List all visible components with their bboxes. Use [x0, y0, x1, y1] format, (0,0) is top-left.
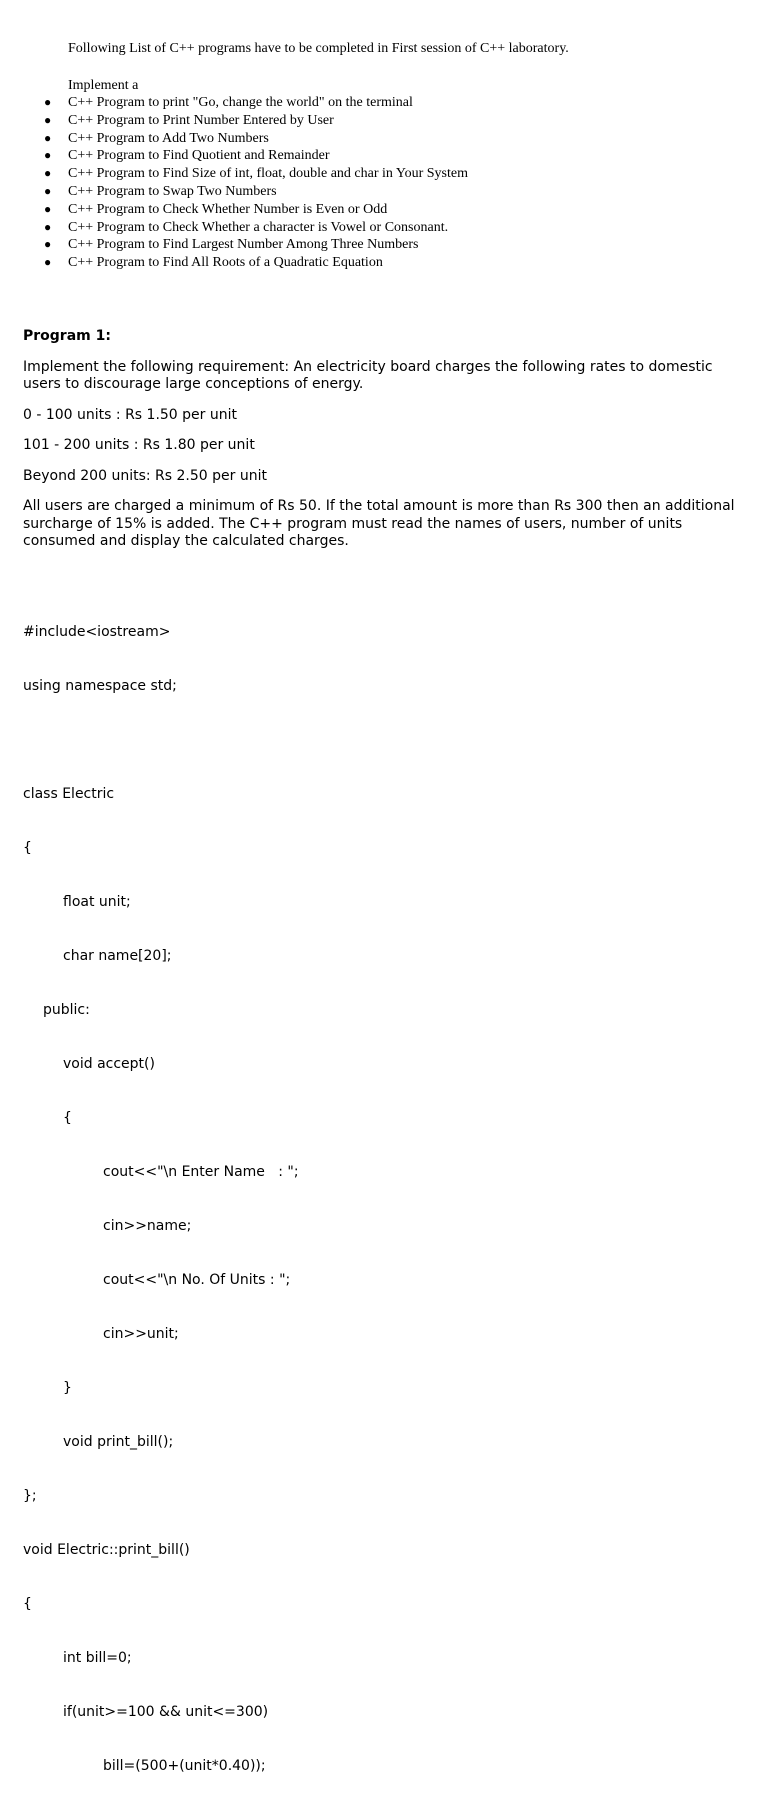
program-section	[23, 328, 753, 564]
program-title: Program 1:	[23, 328, 111, 344]
list-item-text: C++ Program to Check Whether a character is Vowel or Consonant.	[68, 219, 449, 235]
program-description: Implement the following requirement: An electricity board charges the following rates to domestic users to discourage large conceptions of energy.	[23, 358, 713, 392]
list-item-text: C++ Program to Find Largest Number Among Three Numbers	[68, 237, 419, 253]
bullet-icon: ●	[44, 166, 52, 181]
code-line: #include<iostream>	[23, 624, 171, 640]
list-item-text: C++ Program to Find Quotient and Remainder	[68, 148, 330, 164]
list-item-text: C++ Program to Find Size of int, float, double and char in Your System	[68, 166, 468, 182]
list-lead-in: Implement a	[68, 78, 139, 93]
code-line: {	[23, 1596, 32, 1612]
list-item-text: C++ Program to print "Go, change the world" on the terminal	[68, 95, 413, 110]
rate-tier-3: Beyond 200 units: Rs 2.50 per unit	[23, 467, 267, 484]
code-line: public:	[43, 1002, 90, 1018]
code-line: using namespace std;	[23, 678, 177, 694]
code-line: char name[20];	[63, 948, 172, 964]
rate-tier-2: 101 - 200 units : Rs 1.80 per unit	[23, 437, 255, 453]
list-item-text: C++ Program to Check Whether Number is Even or Odd	[68, 201, 388, 217]
bullet-icon: ●	[44, 255, 52, 270]
code-line: cout<<"\n No. Of Units : ";	[103, 1272, 291, 1288]
code-line: if(unit>=100 && unit<=300)	[63, 1704, 269, 1720]
code-line: cin>>name;	[103, 1218, 192, 1234]
code-line: {	[23, 840, 32, 856]
list-item-text: C++ Program to Print Number Entered by User	[68, 112, 334, 128]
bullet-icon: ●	[44, 95, 52, 109]
bullet-icon: ●	[44, 112, 52, 127]
code-line: {	[63, 1110, 72, 1126]
bullet-icon: ●	[44, 237, 52, 252]
code-listing	[23, 587, 299, 1793]
code-line: void print_bill();	[63, 1434, 174, 1450]
code-line: }	[63, 1380, 72, 1396]
code-line: };	[23, 1488, 37, 1504]
rate-tier-1: 0 - 100 units : Rs 1.50 per unit	[23, 406, 237, 423]
bullet-icon: ●	[44, 201, 52, 216]
code-line: float unit;	[63, 894, 131, 910]
list-item-text: C++ Program to Find All Roots of a Quadratic Equation	[68, 255, 383, 271]
code-line: class Electric	[23, 786, 115, 802]
code-line: cout<<"\n Enter Name : ";	[103, 1164, 299, 1180]
list-heading: Following List of C++ programs have to be completed in First session of C++ laboratory.	[68, 41, 569, 56]
code-line	[23, 731, 299, 749]
program-conditions: All users are charged a minimum of Rs 50. If the total amount is more than Rs 300 then an additional surcharge of 15% is added. The C++ program must read the names of users, number of units consumed and display the calculated charges.	[23, 498, 735, 549]
bullet-icon: ●	[44, 219, 52, 234]
code-line: int bill=0;	[63, 1650, 132, 1666]
code-line: void Electric::print_bill()	[23, 1542, 190, 1558]
list-item-text: C++ Program to Swap Two Numbers	[68, 183, 277, 199]
bullet-icon: ●	[44, 183, 52, 198]
code-line: bill=(500+(unit*0.40));	[103, 1758, 266, 1774]
code-line: cin>>unit;	[103, 1326, 179, 1342]
bullet-icon: ●	[44, 130, 52, 145]
bullet-icon: ●	[44, 148, 52, 163]
code-line: void accept()	[63, 1056, 155, 1072]
list-item-text: C++ Program to Add Two Numbers	[68, 130, 269, 146]
